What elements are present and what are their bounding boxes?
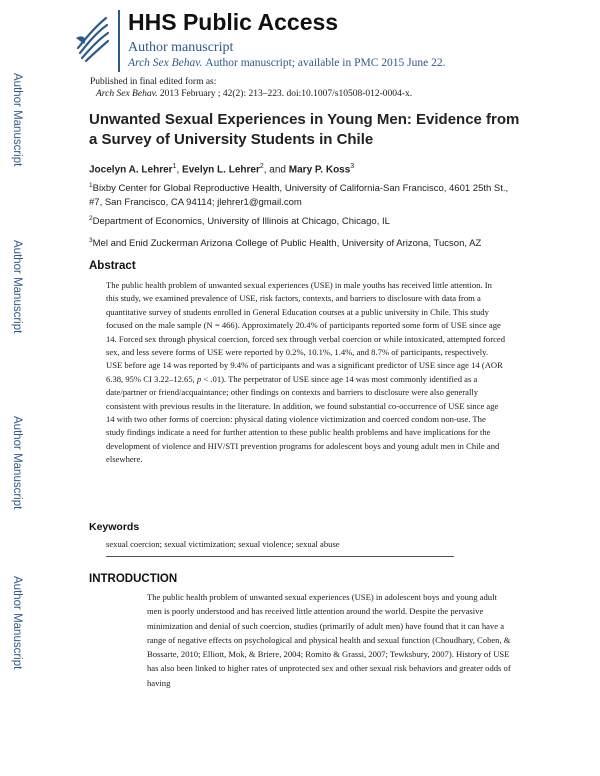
author-separator: ,: [176, 164, 183, 176]
affiliation-mark: 3: [89, 237, 93, 244]
side-label-author-manuscript: Author Manuscript: [11, 416, 23, 510]
affiliation-mark: 2: [89, 215, 93, 222]
hhs-eagle-icon: [72, 8, 112, 64]
side-label-author-manuscript: Author Manuscript: [11, 576, 23, 670]
publication-details: 2013 February ; 42(2): 213–223. doi:10.1007/s10508-012-0004-x.: [159, 89, 413, 99]
author-name: Evelyn L. Lehrer: [182, 164, 260, 176]
pmc-availability-line: [128, 57, 445, 69]
affiliation-text: Bixby Center for Global Reproductive Health, University of California-San Francisco, 4601 25th St., #7, San Francisco, CA 94114; jlehrer1@gmail.com: [89, 183, 509, 209]
side-label-author-manuscript: Author Manuscript: [11, 73, 23, 167]
introduction-body: The public health problem of unwanted sexual experiences (USE) in adolescent boys and young adult men is poorly understood and has received little attention around the world. Despite the pervasive minimization and denial of such coercion, studies (primarily of adult men) have found that it can have a range of negative effects on psychological and physical health and sexual function (Choudhary, Coben, & Bossarte, 2010; Elliott, Mok, & Briere, 2004; Romito & Grassi, 2007; Tewksbury, 2007). History of USE has also been linked to higher rates of unprotected sex and other sexual risk behaviors and greater odds of having: [147, 592, 511, 688]
introduction-heading: INTRODUCTION: [89, 573, 178, 585]
keywords-heading: Keywords: [89, 521, 140, 533]
abstract-p-symbol: p: [196, 373, 202, 384]
author-list: [89, 163, 354, 175]
affiliation-mark: 1: [89, 182, 93, 189]
publication-citation: [90, 88, 412, 100]
author-name: Mary P. Koss: [288, 164, 351, 176]
side-label-author-manuscript: Author Manuscript: [11, 240, 23, 334]
publication-info: [90, 76, 412, 100]
author-affiliation-mark: 3: [350, 163, 355, 170]
abstract-heading: Abstract: [89, 260, 136, 272]
hhs-public-access-title: HHS Public Access: [128, 9, 339, 35]
abstract-text-part1: The public health problem of unwanted sexual experiences (USE) in male youths has received little attention. In this study, we examined prevalence of USE, risk factors, contexts, and barriers to disclosure with data from a quantitative survey of students enrolled in General Education courses at a public university in Chile. This study focused on the male sample (N = 466). Approximately 20.4% of participants reported some form of USE since age 14. Forced sex through physical coercion, forced sex through verbal coercion or while intoxicated, attempted forced sex, and less severe forms of USE were reported by 0.2%, 10.1%, 1.4%, and 8.7% of participants, respectively. USE before age 14 was reported by 9.4% of participants and was a significant predictor of USE since age 14 (AOR 6.38, 95% CI 3.22–12.65,: [106, 280, 505, 384]
keywords-divider: [106, 556, 454, 557]
header-divider: [118, 10, 120, 72]
header-journal: Arch Sex Behav.: [128, 57, 203, 69]
author-manuscript-label: Author manuscript: [128, 40, 234, 55]
author-name: Jocelyn A. Lehrer: [89, 164, 173, 176]
paper-title: Unwanted Sexual Experiences in Young Men: Evidence from a Survey of University Students in Chile: [89, 111, 520, 148]
author-affiliation-mark: 1: [172, 163, 177, 170]
affiliation: [89, 212, 519, 229]
affiliation-text: Mel and Enid Zuckerman Arizona College of Public Health, University of Arizona, Tucson, AZ: [92, 238, 482, 250]
publication-label: Published in final edited form as:: [90, 77, 217, 87]
keywords-list: sexual coercion; sexual victimization; sexual violence; sexual abuse: [106, 539, 340, 549]
abstract-text-part2: < .01). The perpetrator of USE since age 14 was most commonly identified as a date/partner or friend/acquaintance; other findings on contexts and barriers to disclosure were also generally consistent with previous results in the literature. In addition, we found substantial co-occurrence of USE since age 14 with two other forms of coercion: physical dating violence victimization and coerced condom non-use. The study findings indicate a need for further attention to these public health problems and have implications for the development of violence and HIV/STI prevention programs for adolescent boys and young adult men in Chile and elsewhere.: [106, 373, 500, 465]
header-availability: Author manuscript; available in PMC 2015 June 22.: [205, 57, 446, 69]
author-affiliation-mark: 2: [259, 163, 264, 170]
hhs-header: [72, 0, 572, 72]
affiliation-text: Department of Economics, University of Illinois at Chicago, Chicago, IL: [92, 216, 390, 228]
author-separator: , and: [263, 164, 289, 176]
publication-journal: Arch Sex Behav.: [96, 89, 158, 99]
affiliation: [89, 179, 519, 210]
affiliation: [89, 234, 519, 251]
abstract-body: [106, 279, 506, 467]
